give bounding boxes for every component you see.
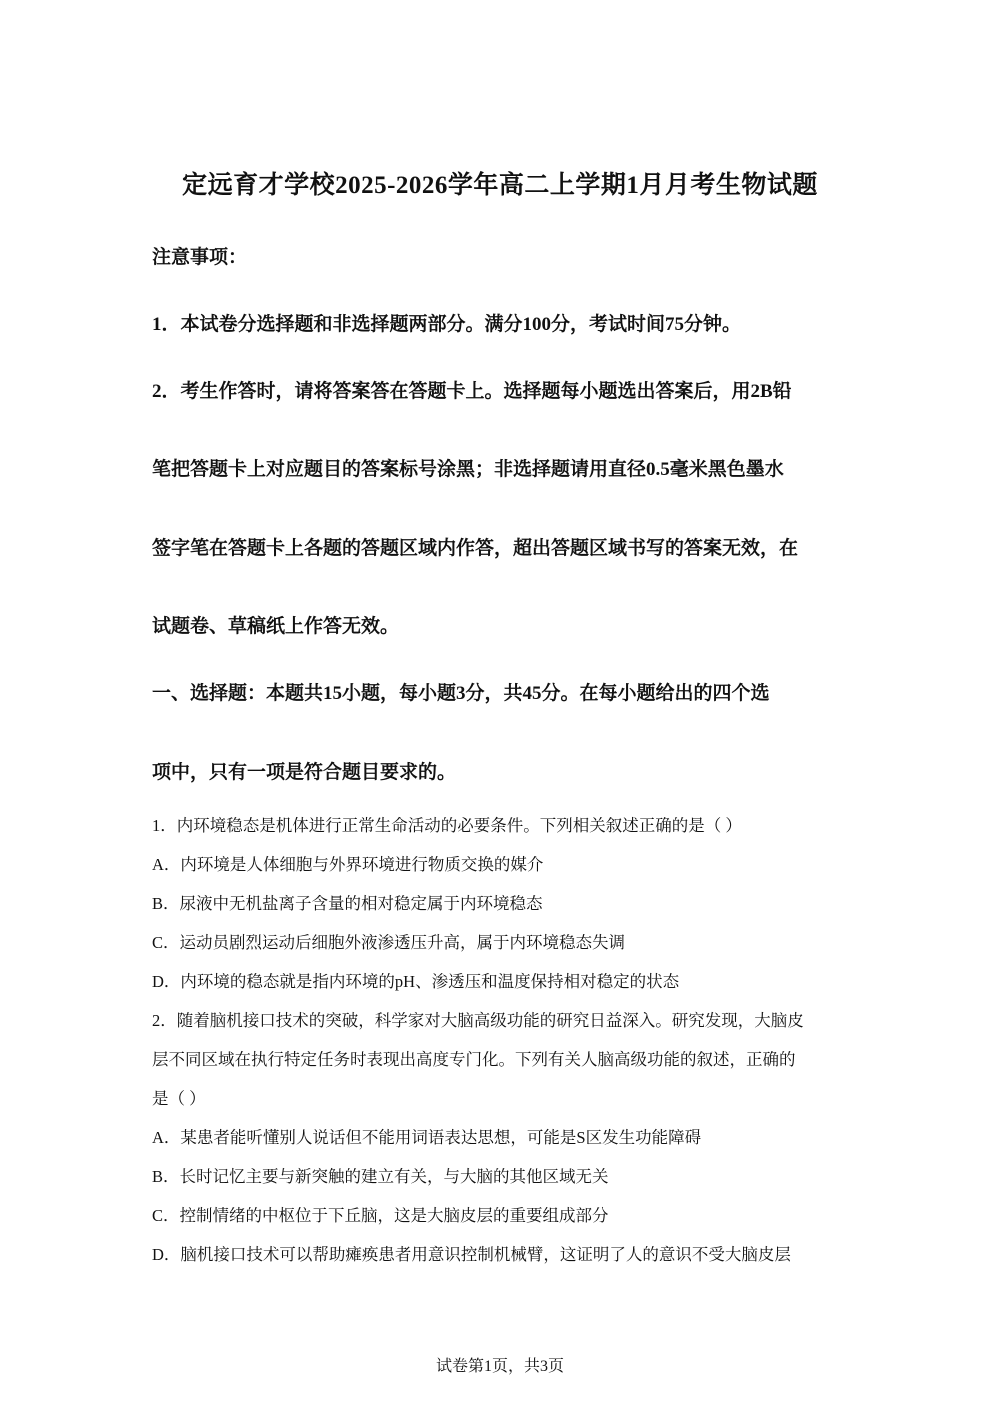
section-heading-line-2: 项中，只有一项是符合题目要求的。 bbox=[152, 762, 457, 783]
question-1-option-c: C．运动员剧烈运动后细胞外液渗透压升高，属于内环境稳态失调 bbox=[152, 933, 626, 952]
question-2-stem-line-3: 是（ ） bbox=[152, 1089, 206, 1108]
question-1-option-d: D．内环境的稳态就是指内环境的pH、渗透压和温度保持相对稳定的状态 bbox=[152, 972, 680, 991]
question-2-option-c: C．控制情绪的中枢位于下丘脑，这是大脑皮层的重要组成部分 bbox=[152, 1206, 609, 1225]
question-1-option-a: A．内环境是人体细胞与外界环境进行物质交换的媒介 bbox=[152, 855, 544, 874]
question-2-stem-line-2: 层不同区域在执行特定任务时表现出高度专门化。下列有关人脑高级功能的叙述，正确的 bbox=[152, 1050, 796, 1069]
question-2-stem-line-1: 2．随着脑机接口技术的突破，科学家对大脑高级功能的研究日益深入。研究发现，大脑皮 bbox=[152, 1011, 804, 1030]
notice-item-2-line-2: 笔把答题卡上对应题目的答案标号涂黑；非选择题请用直径0.5毫米黑色墨水 bbox=[152, 459, 784, 480]
page-title: 定远育才学校2025-2026学年高二上学期1月月考生物试题 bbox=[182, 172, 818, 199]
notice-heading: 注意事项： bbox=[152, 247, 248, 268]
question-2-option-a: A．某患者能听懂别人说话但不能用词语表达思想，可能是S区发生功能障碍 bbox=[152, 1128, 702, 1147]
question-2-option-b: B．长时记忆主要与新突触的建立有关，与大脑的其他区域无关 bbox=[152, 1167, 609, 1186]
page-footer: 试卷第1页，共3页 bbox=[435, 1358, 564, 1375]
notice-item-2-line-1: 2．考生作答时，请将答案答在答题卡上。选择题每小题选出答案后，用2B铅 bbox=[152, 381, 792, 402]
notice-item-1: 1．本试卷分选择题和非选择题两部分。满分100分，考试时间75分钟。 bbox=[152, 314, 742, 335]
question-2-option-d: D．脑机接口技术可以帮助瘫痪患者用意识控制机械臂，这证明了人的意识不受大脑皮层 bbox=[152, 1245, 791, 1264]
question-1-stem: 1．内环境稳态是机体进行正常生命活动的必要条件。下列相关叙述正确的是（ ） bbox=[152, 816, 742, 835]
section-heading-line-1: 一、选择题：本题共15小题，每小题3分，共45分。在每小题给出的四个选 bbox=[152, 683, 770, 704]
notice-item-2-line-4: 试题卷、草稿纸上作答无效。 bbox=[152, 616, 400, 637]
notice-item-2-line-3: 签字笔在答题卡上各题的答题区域内作答，超出答题区域书写的答案无效，在 bbox=[152, 538, 799, 559]
question-1-option-b: B．尿液中无机盐离子含量的相对稳定属于内环境稳态 bbox=[152, 894, 543, 913]
